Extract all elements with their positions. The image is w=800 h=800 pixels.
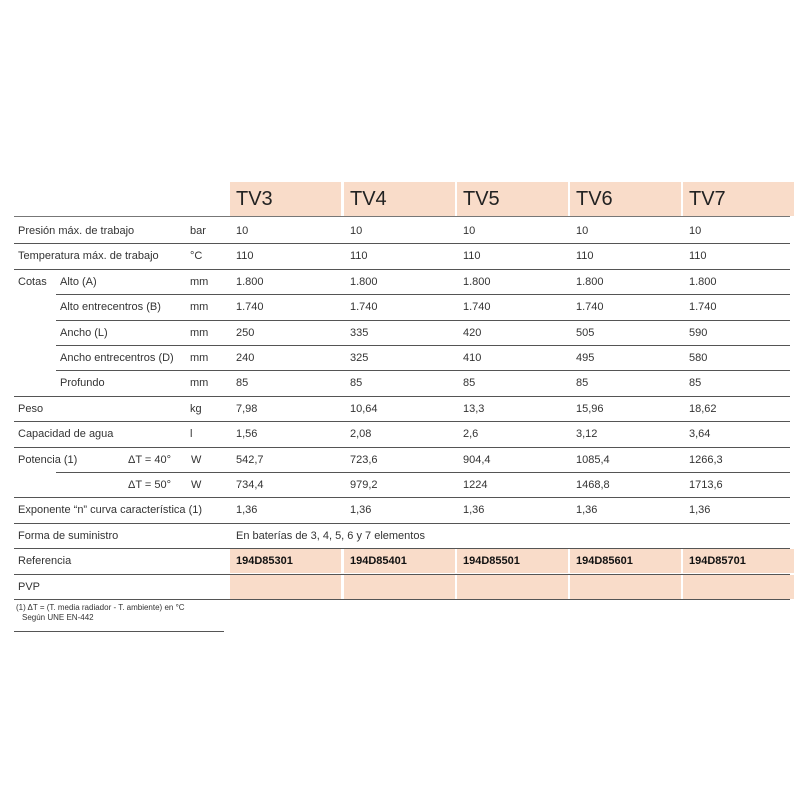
- row-rule: [14, 396, 790, 397]
- table-cell: 580: [689, 352, 708, 364]
- table-cell: 542,7: [236, 453, 264, 466]
- table-cell: 85: [350, 377, 363, 390]
- table-cell: 1.740: [576, 301, 604, 314]
- table-cell: 1,56: [236, 428, 258, 441]
- footnote-rule: [14, 631, 224, 632]
- row-unit: mm: [190, 377, 209, 390]
- table-cell: 85: [576, 377, 589, 390]
- row-unit: mm: [190, 352, 209, 364]
- row-label: Exponente “n” curva característica (1): [18, 504, 203, 517]
- row-rule: [14, 497, 790, 498]
- row-rule: [14, 269, 790, 270]
- reference-code: 194D85301: [236, 555, 293, 567]
- column-header-tv6: TV6: [570, 182, 681, 216]
- table-cell: 1.740: [350, 301, 378, 314]
- row-unit: mm: [190, 275, 209, 288]
- header-rule: [14, 216, 790, 217]
- row-sublabel: ΔT = 40°: [128, 453, 172, 466]
- table-cell: 10: [463, 225, 476, 237]
- table-cell: 1468,8: [576, 479, 610, 491]
- pvp-cell: [570, 575, 681, 599]
- reference-code: 194D85401: [350, 555, 407, 567]
- table-cell: 1.740: [463, 301, 491, 314]
- table-cell: 18,62: [689, 402, 717, 415]
- row-rule: [56, 345, 790, 346]
- table-cell: 1266,3: [689, 453, 723, 466]
- table-cell: 420: [463, 326, 482, 339]
- table-cell: 1.740: [236, 301, 264, 314]
- row-rule: [56, 472, 790, 473]
- table-cell: 1224: [463, 479, 488, 491]
- row-label: Potencia (1): [18, 453, 78, 466]
- row-unit: mm: [190, 301, 209, 314]
- row-label: Forma de suministro: [18, 529, 119, 542]
- table-cell: 1.800: [576, 275, 604, 288]
- table-cell: 85: [463, 377, 476, 390]
- table-cell: 15,96: [576, 402, 604, 415]
- row-unit: kg: [190, 402, 202, 415]
- row-sublabel: Ancho (L): [60, 326, 108, 339]
- table-cell: 250: [236, 326, 255, 339]
- row-unit: l: [190, 428, 193, 441]
- reference-code: 194D85501: [463, 555, 520, 567]
- table-cell: 505: [576, 326, 595, 339]
- table-cell: 85: [689, 377, 702, 390]
- row-unit: mm: [190, 326, 209, 339]
- row-rule: [56, 370, 790, 371]
- row-label: Peso: [18, 402, 44, 415]
- row-rule: [14, 421, 790, 422]
- row-label: Capacidad de agua: [18, 428, 114, 441]
- table-cell: 3,12: [576, 428, 598, 441]
- column-header-tv3: TV3: [230, 182, 341, 216]
- row-rule: [14, 447, 790, 448]
- row-sublabel: Profundo: [60, 377, 105, 390]
- table-cell: 1,36: [463, 504, 485, 517]
- row-label: Referencia: [18, 555, 72, 567]
- row-rule: [56, 320, 790, 321]
- row-unit: °C: [190, 250, 203, 263]
- column-header-tv7: TV7: [683, 182, 794, 216]
- row-sublabel: Alto (A): [60, 275, 97, 288]
- row-sublabel: Ancho entrecentros (D): [60, 352, 174, 364]
- table-cell: 904,4: [463, 453, 491, 466]
- table-cell: 1713,6: [689, 479, 723, 491]
- table-cell: 410: [463, 352, 482, 364]
- row-unit: bar: [190, 225, 206, 237]
- table-cell: 110: [689, 250, 707, 263]
- table-cell: 240: [236, 352, 255, 364]
- table-cell: 1.800: [350, 275, 378, 288]
- row-label: PVP: [18, 581, 41, 593]
- table-cell: 590: [689, 326, 708, 339]
- row-rule: [14, 523, 790, 524]
- row-sublabel: ΔT = 50°: [128, 479, 172, 491]
- table-cell: 1,36: [689, 504, 711, 517]
- table-cell: 2,08: [350, 428, 372, 441]
- table-cell: 110: [576, 250, 594, 263]
- column-header-tv4: TV4: [344, 182, 455, 216]
- table-cell: 734,4: [236, 479, 264, 491]
- row-label: Cotas: [18, 275, 47, 288]
- table-cell: 495: [576, 352, 595, 364]
- pvp-cell: [683, 575, 794, 599]
- pvp-cell: [457, 575, 568, 599]
- table-cell: 10: [236, 225, 249, 237]
- table-cell: 1.800: [463, 275, 491, 288]
- row-rule: [14, 599, 790, 600]
- table-cell: 10: [689, 225, 702, 237]
- pvp-cell: [230, 575, 341, 599]
- reference-code: 194D85601: [576, 555, 633, 567]
- table-cell: 110: [463, 250, 481, 263]
- table-cell: 1085,4: [576, 453, 610, 466]
- table-cell: 335: [350, 326, 369, 339]
- row-sublabel: Alto entrecentros (B): [60, 301, 161, 314]
- column-header-tv5: TV5: [457, 182, 568, 216]
- row-rule: [14, 243, 790, 244]
- table-cell: 10: [576, 225, 589, 237]
- footnote-line-1: (1) ΔT = (T. media radiador - T. ambiente) en °C: [16, 603, 185, 612]
- table-cell: 7,98: [236, 402, 258, 415]
- reference-code: 194D85701: [689, 555, 746, 567]
- table-cell: 10: [350, 225, 363, 237]
- table-cell: 1,36: [350, 504, 372, 517]
- row-label: Presión máx. de trabajo: [18, 225, 135, 237]
- row-label: Temperatura máx. de trabajo: [18, 250, 159, 263]
- row-unit: W: [191, 453, 202, 466]
- table-cell: 85: [236, 377, 249, 390]
- table-cell: 10,64: [350, 402, 378, 415]
- table-cell: 325: [350, 352, 369, 364]
- table-cell: 1.800: [236, 275, 264, 288]
- table-cell: 110: [236, 250, 254, 263]
- table-cell: 13,3: [463, 402, 485, 415]
- pvp-cell: [344, 575, 455, 599]
- table-cell: 723,6: [350, 453, 378, 466]
- table-cell: 1,36: [576, 504, 598, 517]
- table-cell: 979,2: [350, 479, 378, 491]
- row-rule: [56, 294, 790, 295]
- table-cell: 110: [350, 250, 368, 263]
- table-cell: 1,36: [236, 504, 258, 517]
- table-cell: 3,64: [689, 428, 711, 441]
- supply-value: En baterías de 3, 4, 5, 6 y 7 elementos: [236, 529, 425, 542]
- footnote-line-2: Según UNE EN-442: [22, 613, 94, 622]
- table-cell: 1.800: [689, 275, 717, 288]
- table-cell: 2,6: [463, 428, 479, 441]
- row-unit: W: [191, 479, 202, 491]
- table-cell: 1.740: [689, 301, 717, 314]
